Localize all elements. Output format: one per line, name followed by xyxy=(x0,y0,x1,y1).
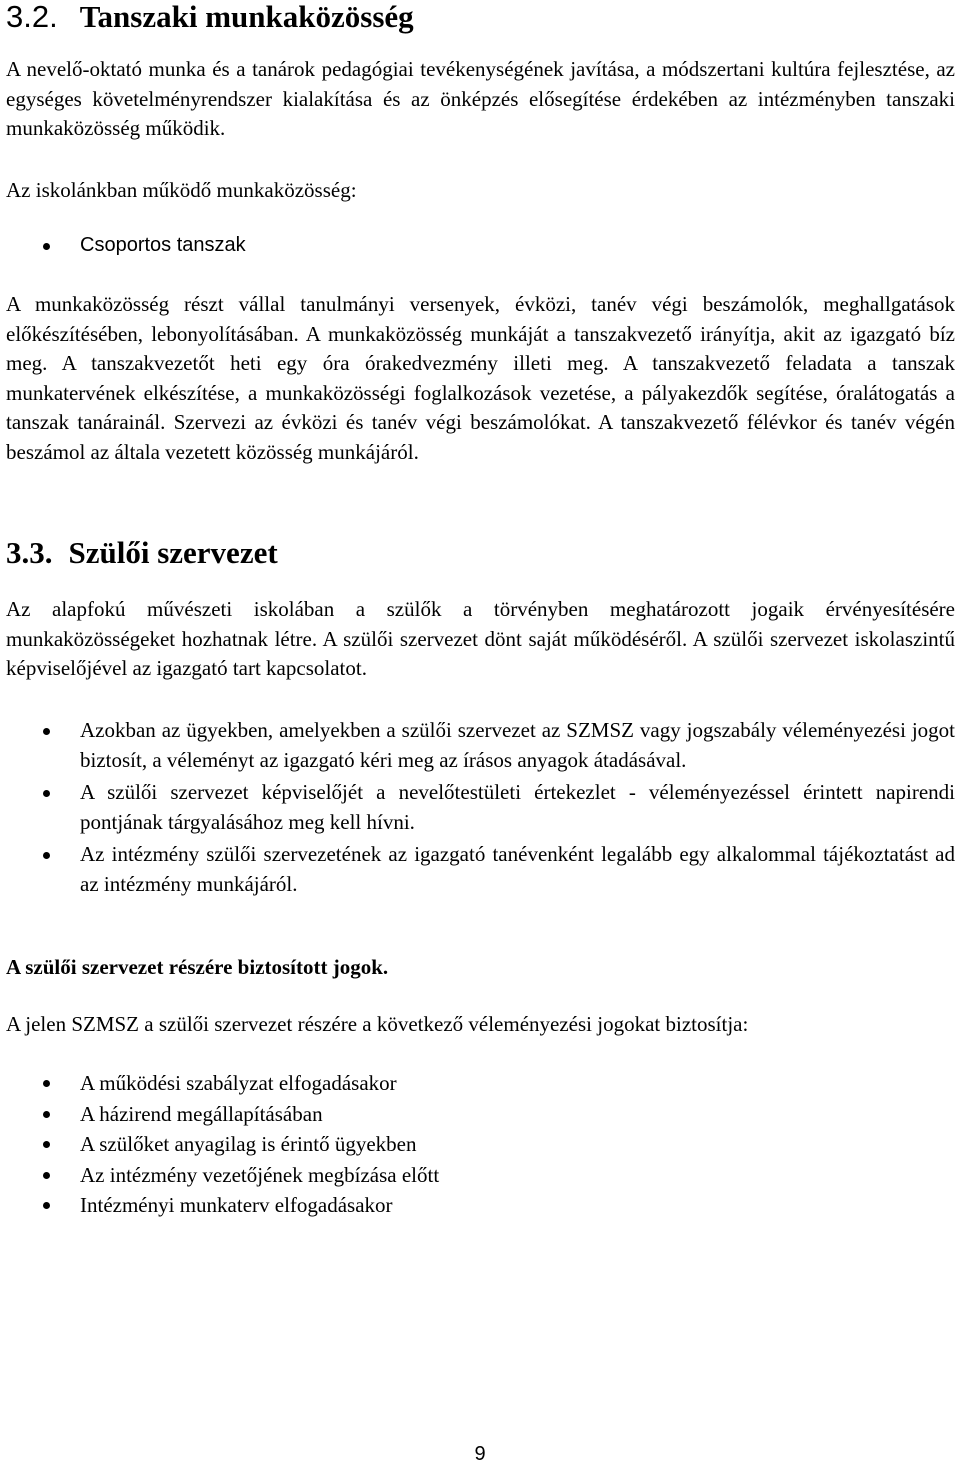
list-item: A szülői szervezet képviselőjét a nevelőtestületi értekezlet - véleményezéssel érintett napirendi pontjának tárgyalásához meg kell hívni. xyxy=(0,778,955,837)
section-3-3-heading xyxy=(6,533,278,573)
section-number: 3.2. xyxy=(6,0,58,34)
list-item: A szülőket anyagilag is érintő ügyekben xyxy=(0,1129,955,1160)
section-3-2-intro-paragraph: A nevelő-oktató munka és a tanárok pedagógiai tevékenységének javítása, a módszertani kultúra fejlesztése, az egységes követelményrendszer kialakítása és az önképzés elősegítése érdekében az intézményben tanszaki munkaközösség működik. xyxy=(6,57,955,141)
list-item: A házirend megállapításában xyxy=(0,1099,955,1130)
section-title: Szülői szervezet xyxy=(68,535,278,570)
list-item: Csoportos tanszak xyxy=(0,231,955,261)
section-number: 3.3. xyxy=(6,535,53,570)
page-number: 9 xyxy=(474,1443,486,1465)
rights-intro: A jelen SZMSZ a szülői szervezet részére a következő véleményezési jogokat biztosítja: xyxy=(6,1012,749,1036)
section-3-2-heading xyxy=(6,0,414,37)
workgroup-list-intro: Az iskolánkban működő munkaközösség: xyxy=(6,178,357,202)
section-3-3-intro-paragraph: Az alapfokú művészeti iskolában a szülők a törvényben meghatározott jogaik érvényesítésére munkaközösségeket hozhatnak létre. A szülői szervezet dönt saját működéséről. A szülői szervezet iskolaszintű képviselőjével az igazgató tart kapcsolatot. xyxy=(6,597,955,681)
rights-list xyxy=(0,1068,955,1221)
list-item: Az intézmény vezetőjének megbízása előtt xyxy=(0,1160,955,1191)
rights-heading: A szülői szervezet részére biztosított jogok. xyxy=(6,955,389,979)
section-3-2-body-paragraph: A munkaközösség részt vállal tanulmányi versenyek, évközi, tanév végi beszámolók, meghallgatások előkészítésében, lebonyolításában. A munkaközösség munkáját a tanszakvezető irányítja, akit az igazgató bíz meg. A tanszakvezetőt heti egy óra órakedvezmény illeti meg. A tanszakvezető feladata a tanszak munkatervének elkészítése, a munkaközösségi foglalkozások vezetése, a pályakezdők segítése, óralátogatás a tanszak tanárainál. Szervezi az évközi és tanév végi beszámolókat. A tanszakvezető félévkor és tanév végén beszámol az általa vezetett közösség munkájáról. xyxy=(6,292,955,464)
list-item: Azokban az ügyekben, amelyekben a szülői szervezet az SZMSZ vagy jogszabály véleményezési jogot biztosít, a véleményt az igazgató kéri meg az írásos anyagok átadásával. xyxy=(0,716,955,775)
list-item: A működési szabályzat elfogadásakor xyxy=(0,1068,955,1099)
workgroup-list xyxy=(0,231,955,261)
list-item: Intézményi munkaterv elfogadásakor xyxy=(0,1190,955,1221)
list-item: Az intézmény szülői szervezetének az igazgató tanévenként legalább egy alkalommal tájékoztatást ad az intézmény munkájáról. xyxy=(0,840,955,899)
parent-org-list xyxy=(0,716,955,900)
section-title: Tanszaki munkaközösség xyxy=(79,0,414,34)
